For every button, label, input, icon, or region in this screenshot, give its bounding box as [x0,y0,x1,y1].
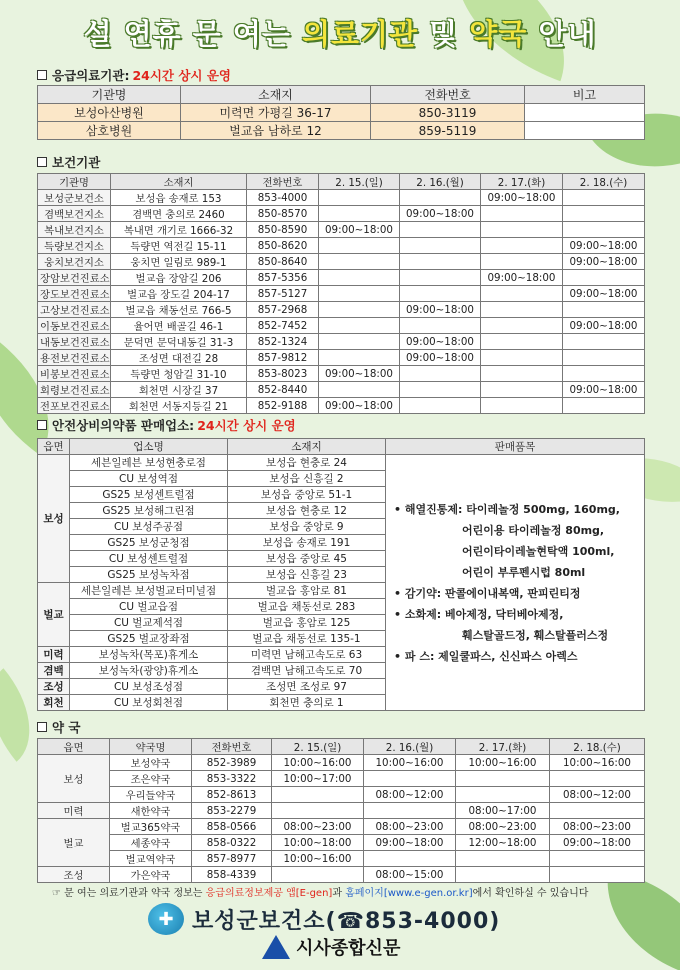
table-row [38,334,645,350]
table-cell [481,222,563,238]
sale-item-line: • 해열진통제: 타이레놀정 500mg, 160mg, [394,503,620,516]
table-cell [319,190,400,206]
table-cell: 율어면 배골길 46-1 [111,318,247,334]
pharmacy-table [37,738,645,883]
region-cell: 벌교 [38,583,70,647]
table-cell: 복내면 개기로 1666-32 [111,222,247,238]
table-cell: 장암보건진료소 [38,270,111,286]
table-cell: 858-4339 [192,867,272,883]
footnote [52,884,652,899]
table-cell: 벌교365약국 [110,819,192,835]
sale-item-line: 어린이용 타이레놀정 80mg, [462,524,605,537]
table-cell: 조은약국 [110,771,192,787]
table-cell [563,334,645,350]
table-cell: 09:00~18:00 [481,190,563,206]
column-header: 기관명 [38,86,181,104]
table-cell: 853-8023 [247,366,319,382]
footer-org-name: 보성군보건소(☎853-4000) [192,908,501,934]
table-row [38,787,645,803]
column-header: 2. 17.(화) [456,739,550,755]
column-header: 2. 17.(화) [481,174,563,190]
store-address: 보성읍 중앙로 45 [228,551,386,567]
column-header: 읍면 [38,739,110,755]
table-cell: 08:00~23:00 [272,819,364,835]
table-row [38,302,645,318]
table-cell: 보성군보건소 [38,190,111,206]
table-cell: 09:00~18:00 [563,238,645,254]
column-header: 소재지 [181,86,371,104]
store-name: CU 보성조성점 [70,679,228,695]
table-cell: 857-5127 [247,286,319,302]
column-header: 전화번호 [371,86,525,104]
table-cell [400,286,481,302]
column-header: 2. 15.(일) [272,739,364,755]
region-cell: 보성 [38,455,70,583]
store-name: GS25 벌교장좌점 [70,631,228,647]
checkbox-icon [37,70,47,80]
table-cell: 852-3989 [192,755,272,771]
table-cell [456,851,550,867]
table-cell [319,286,400,302]
table-cell: 852-9188 [247,398,319,414]
emergency-heading [37,66,231,84]
table-cell [563,222,645,238]
store-name: CU 보성센트럴점 [70,551,228,567]
table-cell: 회령보건진료소 [38,382,111,398]
table-cell: 850-3119 [371,104,525,122]
table-row [38,755,645,771]
table-cell: 조성면 대전길 28 [111,350,247,366]
table-cell: 벌교읍 장도길 204-17 [111,286,247,302]
sale-items [386,455,645,711]
table-cell: 벌교읍 채동선로 766-5 [111,302,247,318]
checkbox-icon [37,420,47,430]
store-name: 보성녹차(광양)휴게소 [70,663,228,679]
table-cell [400,222,481,238]
table-cell: 08:00~17:00 [456,803,550,819]
table-cell: 보성읍 송재로 153 [111,190,247,206]
table-cell: 09:00~18:00 [563,382,645,398]
table-cell [563,366,645,382]
sale-item-line: • 감기약: 판콜에이내복액, 판피린티정 [394,587,581,600]
table-cell: 09:00~18:00 [563,254,645,270]
table-cell: 850-8590 [247,222,319,238]
table-cell: 852-8440 [247,382,319,398]
table-row [38,286,645,302]
table-row [38,867,645,883]
title-part: 안내 [538,17,597,51]
table-row [38,206,645,222]
table-cell [456,787,550,803]
table-cell [525,122,645,140]
table-row [38,455,645,471]
table-cell: 장도보건진료소 [38,286,111,302]
table-cell [400,318,481,334]
column-header: 기관명 [38,174,111,190]
column-header: 소재지 [111,174,247,190]
footnote-text: ☞ 문 여는 의료기관과 약국 정보는 [52,888,203,899]
table-cell [550,851,645,867]
table-cell: 08:00~15:00 [364,867,456,883]
column-header: 2. 18.(수) [563,174,645,190]
section-title: 안전상비의약품 판매업소: [52,418,195,433]
table-cell [563,302,645,318]
table-cell: 08:00~23:00 [456,819,550,835]
region-cell: 미력 [38,647,70,663]
table-cell: 09:00~18:00 [400,350,481,366]
table-cell: 10:00~16:00 [456,755,550,771]
table-cell [400,238,481,254]
table-row [38,190,645,206]
table-cell [364,851,456,867]
table-cell: 08:00~23:00 [550,819,645,835]
table-cell: 09:00~18:00 [550,835,645,851]
footnote-app: 응급의료정보제공 앱[E-gen] [205,888,333,899]
table-cell: 웅치보건지소 [38,254,111,270]
table-row [38,382,645,398]
table-cell [481,206,563,222]
column-header: 2. 18.(수) [550,739,645,755]
health-heading [37,153,100,171]
table-cell: 853-3322 [192,771,272,787]
table-cell: 10:00~18:00 [272,835,364,851]
table-cell: 10:00~16:00 [272,851,364,867]
table-row [38,122,645,140]
store-address: 벌교읍 채동선로 283 [228,599,386,615]
table-cell: 09:00~18:00 [319,398,400,414]
table-cell: 복내보건지소 [38,222,111,238]
table-cell [481,382,563,398]
table-cell: 08:00~23:00 [364,819,456,835]
table-cell: 08:00~12:00 [550,787,645,803]
table-cell [364,771,456,787]
table-cell [272,787,364,803]
table-cell [550,867,645,883]
table-cell: 삼호병원 [38,122,181,140]
footer-org [148,903,500,935]
store-address: 벌교읍 홍암로 125 [228,615,386,631]
table-cell [563,350,645,366]
table-cell: 857-5356 [247,270,319,286]
column-header: 판매품목 [386,439,645,455]
table-cell [319,206,400,222]
table-cell [481,350,563,366]
column-header: 2. 15.(일) [319,174,400,190]
table-cell: 09:00~18:00 [319,222,400,238]
table-cell: 회천면 시장길 37 [111,382,247,398]
table-cell: 858-0566 [192,819,272,835]
health-table [37,173,645,414]
table-cell [272,803,364,819]
table-cell: 09:00~18:00 [364,835,456,851]
table-row [38,851,645,867]
checkbox-icon [37,722,47,732]
table-cell: 850-8570 [247,206,319,222]
store-name: 보성녹차(목포)휴게소 [70,647,228,663]
column-header: 2. 16.(월) [364,739,456,755]
store-address: 벌교읍 홍암로 81 [228,583,386,599]
table-cell [272,867,364,883]
region-cell: 조성 [38,867,110,883]
column-header: 업소명 [70,439,228,455]
table-row [38,350,645,366]
table-cell [400,190,481,206]
table-cell: 비봉보건진료소 [38,366,111,382]
store-name: GS25 보성해그린점 [70,503,228,519]
emergency-table [37,85,645,140]
table-cell [319,318,400,334]
table-cell [525,104,645,122]
title-part: 및 [429,17,459,51]
table-cell: 859-5119 [371,122,525,140]
store-name: GS25 보성녹차점 [70,567,228,583]
table-cell: 852-7452 [247,318,319,334]
table-cell: 09:00~18:00 [481,270,563,286]
store-name: CU 벌교제석점 [70,615,228,631]
table-cell: 새한약국 [110,803,192,819]
table-row [38,238,645,254]
store-address: 조성면 조성로 97 [228,679,386,695]
region-cell: 벌교 [38,819,110,867]
table-cell: 문덕면 문덕내동길 31-3 [111,334,247,350]
table-cell: 벌교역약국 [110,851,192,867]
store-name: 세븐일레븐 보성벌교터미널점 [70,583,228,599]
table-row [38,366,645,382]
store-address: 벌교읍 채동선로 135-1 [228,631,386,647]
table-cell [319,254,400,270]
table-cell: 전포보건진료소 [38,398,111,414]
table-cell: 850-8640 [247,254,319,270]
table-cell [364,803,456,819]
footnote-text: 에서 확인하실 수 있습니다 [472,888,589,899]
region-cell: 미력 [38,803,110,819]
checkbox-icon [37,157,47,167]
table-cell: 세종약국 [110,835,192,851]
title-highlight: 의료기관 [302,17,419,51]
region-cell: 보성 [38,755,110,803]
table-cell: 득량면 청암길 31-10 [111,366,247,382]
sale-item-line: 어린이 부루펜시럽 80ml [462,566,586,579]
store-address: 보성읍 현충로 12 [228,503,386,519]
table-cell [563,190,645,206]
sale-item-line: 어린이타이레놀현탁액 100ml, [462,545,615,558]
column-header: 소재지 [228,439,386,455]
table-cell [319,302,400,318]
table-row [38,318,645,334]
table-cell: 853-4000 [247,190,319,206]
table-cell [563,398,645,414]
table-cell: 웅치면 일림로 989-1 [111,254,247,270]
table-cell: 우리들약국 [110,787,192,803]
region-cell: 겸백 [38,663,70,679]
table-cell: 보성약국 [110,755,192,771]
table-cell: 용전보건진료소 [38,350,111,366]
table-cell [319,350,400,366]
column-header: 전화번호 [192,739,272,755]
table-cell: 고상보건진료소 [38,302,111,318]
column-header: 2. 16.(월) [400,174,481,190]
table-cell: 벌교읍 장암길 206 [111,270,247,286]
table-cell: 858-0322 [192,835,272,851]
table-cell [550,803,645,819]
table-cell: 10:00~17:00 [272,771,364,787]
table-cell: 10:00~16:00 [550,755,645,771]
table-cell: 가은약국 [110,867,192,883]
table-cell [400,366,481,382]
table-cell: 850-8620 [247,238,319,254]
store-address: 보성읍 신흥길 23 [228,567,386,583]
table-cell: 이동보건진료소 [38,318,111,334]
table-cell [400,382,481,398]
section-title: 보건기관 [52,155,101,170]
table-cell: 겸백면 충의로 2460 [111,206,247,222]
footnote-link[interactable]: 홈페이지[www.e-gen.or.kr] [345,888,473,899]
store-address: 보성읍 현충로 24 [228,455,386,471]
table-cell: 852-8613 [192,787,272,803]
table-cell [481,286,563,302]
table-cell: 09:00~18:00 [400,302,481,318]
table-cell [456,771,550,787]
store-name: GS25 보성센트럴점 [70,487,228,503]
table-cell [319,270,400,286]
table-cell [481,318,563,334]
table-cell: 853-2279 [192,803,272,819]
table-cell: 857-9812 [247,350,319,366]
store-name: CU 보성회천점 [70,695,228,711]
store-address: 보성읍 송재로 191 [228,535,386,551]
section-title: 약 국 [52,720,81,735]
table-cell [456,867,550,883]
table-row [38,270,645,286]
table-cell: 09:00~18:00 [400,206,481,222]
table-cell [400,254,481,270]
store-address: 보성읍 중앙로 9 [228,519,386,535]
table-cell: 09:00~18:00 [319,366,400,382]
table-row [38,771,645,787]
table-cell: 09:00~18:00 [563,318,645,334]
table-cell: 08:00~12:00 [364,787,456,803]
column-header: 읍면 [38,439,70,455]
table-cell: 10:00~16:00 [272,755,364,771]
section-note: 24시간 상시 운영 [197,418,296,433]
sale-item-line: • 소화제: 베아제정, 닥터베아제정, [394,608,564,621]
table-cell [400,398,481,414]
pharmacy-heading [37,718,81,736]
table-row [38,254,645,270]
store-address: 보성읍 신흥길 2 [228,471,386,487]
table-cell [563,270,645,286]
region-cell: 회천 [38,695,70,711]
table-cell: 미력면 가평길 36-17 [181,104,371,122]
safety-table [37,438,645,711]
table-cell: 득량면 역전길 15-11 [111,238,247,254]
region-cell: 조성 [38,679,70,695]
table-cell: 12:00~18:00 [456,835,550,851]
table-row [38,104,645,122]
title-highlight: 약국 [469,17,528,51]
health-center-logo-icon: ✚ [148,903,184,935]
table-cell: 09:00~18:00 [563,286,645,302]
footnote-text: 과 [332,888,342,899]
table-cell: 보성아산병원 [38,104,181,122]
column-header: 약국명 [110,739,192,755]
table-cell: 857-8977 [192,851,272,867]
table-cell [319,382,400,398]
table-cell: 10:00~16:00 [364,755,456,771]
table-cell: 09:00~18:00 [400,334,481,350]
store-name: GS25 보성군청점 [70,535,228,551]
table-cell: 내동보건진료소 [38,334,111,350]
column-header: 전화번호 [247,174,319,190]
table-row [38,835,645,851]
table-cell [400,270,481,286]
table-cell [481,334,563,350]
table-cell [481,254,563,270]
table-cell [481,398,563,414]
store-address: 회천면 충의로 1 [228,695,386,711]
footer-brand-name: 시사종합신문 [296,938,401,959]
table-row [38,803,645,819]
table-cell [563,206,645,222]
table-row [38,222,645,238]
store-name: CU 벌교읍점 [70,599,228,615]
table-cell: 득량보건지소 [38,238,111,254]
table-cell [481,238,563,254]
store-name: 세븐일레븐 보성현충로점 [70,455,228,471]
table-cell [319,238,400,254]
page-title [0,12,680,53]
safety-heading [37,416,296,434]
store-address: 보성읍 중앙로 51-1 [228,487,386,503]
table-cell [319,334,400,350]
sale-item-line: 훼스탈골드정, 훼스탈플러스정 [462,629,609,642]
table-cell: 벌교읍 남하로 12 [181,122,371,140]
table-row [38,819,645,835]
footer-brand [262,934,400,960]
table-cell: 857-2968 [247,302,319,318]
store-address: 미력면 남해고속도로 63 [228,647,386,663]
column-header: 비고 [525,86,645,104]
table-row [38,398,645,414]
sale-item-line: • 파 스: 제일쿨파스, 신신파스 아렉스 [394,650,578,663]
store-name: CU 보성역점 [70,471,228,487]
store-address: 겸백면 남해고속도로 70 [228,663,386,679]
section-note: 24시간 상시 운영 [132,68,232,83]
title-part: 설 연휴 문 여는 [83,17,291,51]
table-cell: 852-1324 [247,334,319,350]
store-name: CU 보성주공점 [70,519,228,535]
table-cell [481,302,563,318]
newspaper-logo-icon [262,935,290,959]
table-cell [550,771,645,787]
table-cell [481,366,563,382]
section-title: 응급의료기관: [52,68,130,83]
table-cell: 회천면 서동지등길 21 [111,398,247,414]
table-cell: 겸백보건지소 [38,206,111,222]
